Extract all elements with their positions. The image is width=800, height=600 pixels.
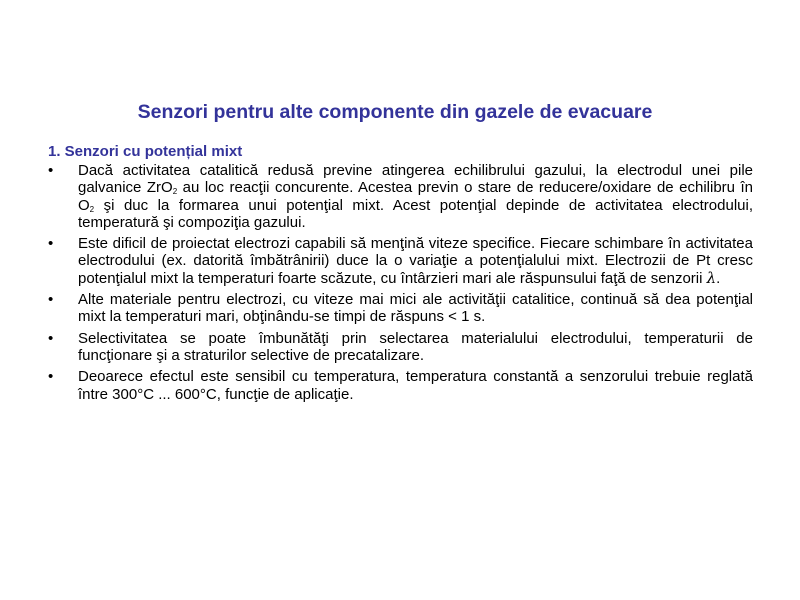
bullet-item-4 (48, 330, 753, 365)
slide-title: Senzori pentru alte componente din gazele de evacuare (137, 101, 653, 123)
bullet-text-4: Selectivitatea se poate îmbunătăţi prin selectarea materialului electrodului, temperaturii de funcţionare şi a straturilor selective de precatalizare. (78, 329, 753, 364)
bullet-item-5 (48, 368, 753, 403)
bullet-1-text-part-1: Dacă activitatea catalitică redusă previne atingerea echilibrului gazului, la electrodul unei pile galvanice ZrO (78, 162, 753, 197)
bullet-text-1 (78, 162, 753, 231)
o2-subscript: 2 (89, 204, 95, 214)
bullet-icon: • (48, 291, 54, 309)
bullet-2-text-part-2: . (716, 269, 721, 287)
bullet-icon: • (48, 162, 54, 179)
bullet-item-1 (48, 162, 753, 231)
bullet-icon: • (48, 368, 54, 386)
bullet-2-text-part-1: Este dificil de proiectat electrozi capabili să menţină viteze specifice. Fiecare schimbare în activitatea electrodului (ex. datorită îmbătrânirii) duce la o variaţie a potenţialului mixt. Electrozii de Pt cresc potenţialul mixt la temperaturi foarte scăzute, cu întârzieri mari ale răspunsului faţă de senzorii (78, 235, 753, 287)
lambda-symbol: λ (706, 268, 717, 287)
bullet-item-3 (48, 291, 753, 326)
bullet-text-2 (78, 235, 753, 287)
zro2-subscript: 2 (172, 187, 178, 197)
bullet-1-text-part-3: şi duc la formarea unui potenţial mixt. Acest potenţial depinde de activitatea electrodului, temperatură şi compoziţia gazului. (78, 196, 753, 231)
bullet-text-3: Alte materiale pentru electrozi, cu viteze mai mici ale activităţii catalitice, continuă să dea potenţial mixt la temperaturi mari, obţinându-se timpi de răspuns < 1 s. (78, 291, 753, 326)
bullet-text-5: Deoarece efectul este sensibil cu temperatura, temperatura constantă a senzorului trebuie reglată între 300°C ... 600°C, funcţie de aplicaţie. (78, 368, 753, 403)
bullet-icon: • (48, 235, 54, 253)
bullet-list (48, 162, 753, 407)
bullet-1-text-part-2: au loc reacţii concurente. Acestea previn o stare de reducere/oxidare de echilibru în O (78, 179, 754, 214)
bullet-item-2 (48, 235, 753, 287)
bullet-icon: • (48, 329, 54, 347)
section-heading: 1. Senzori cu potențial mixt (48, 143, 243, 160)
